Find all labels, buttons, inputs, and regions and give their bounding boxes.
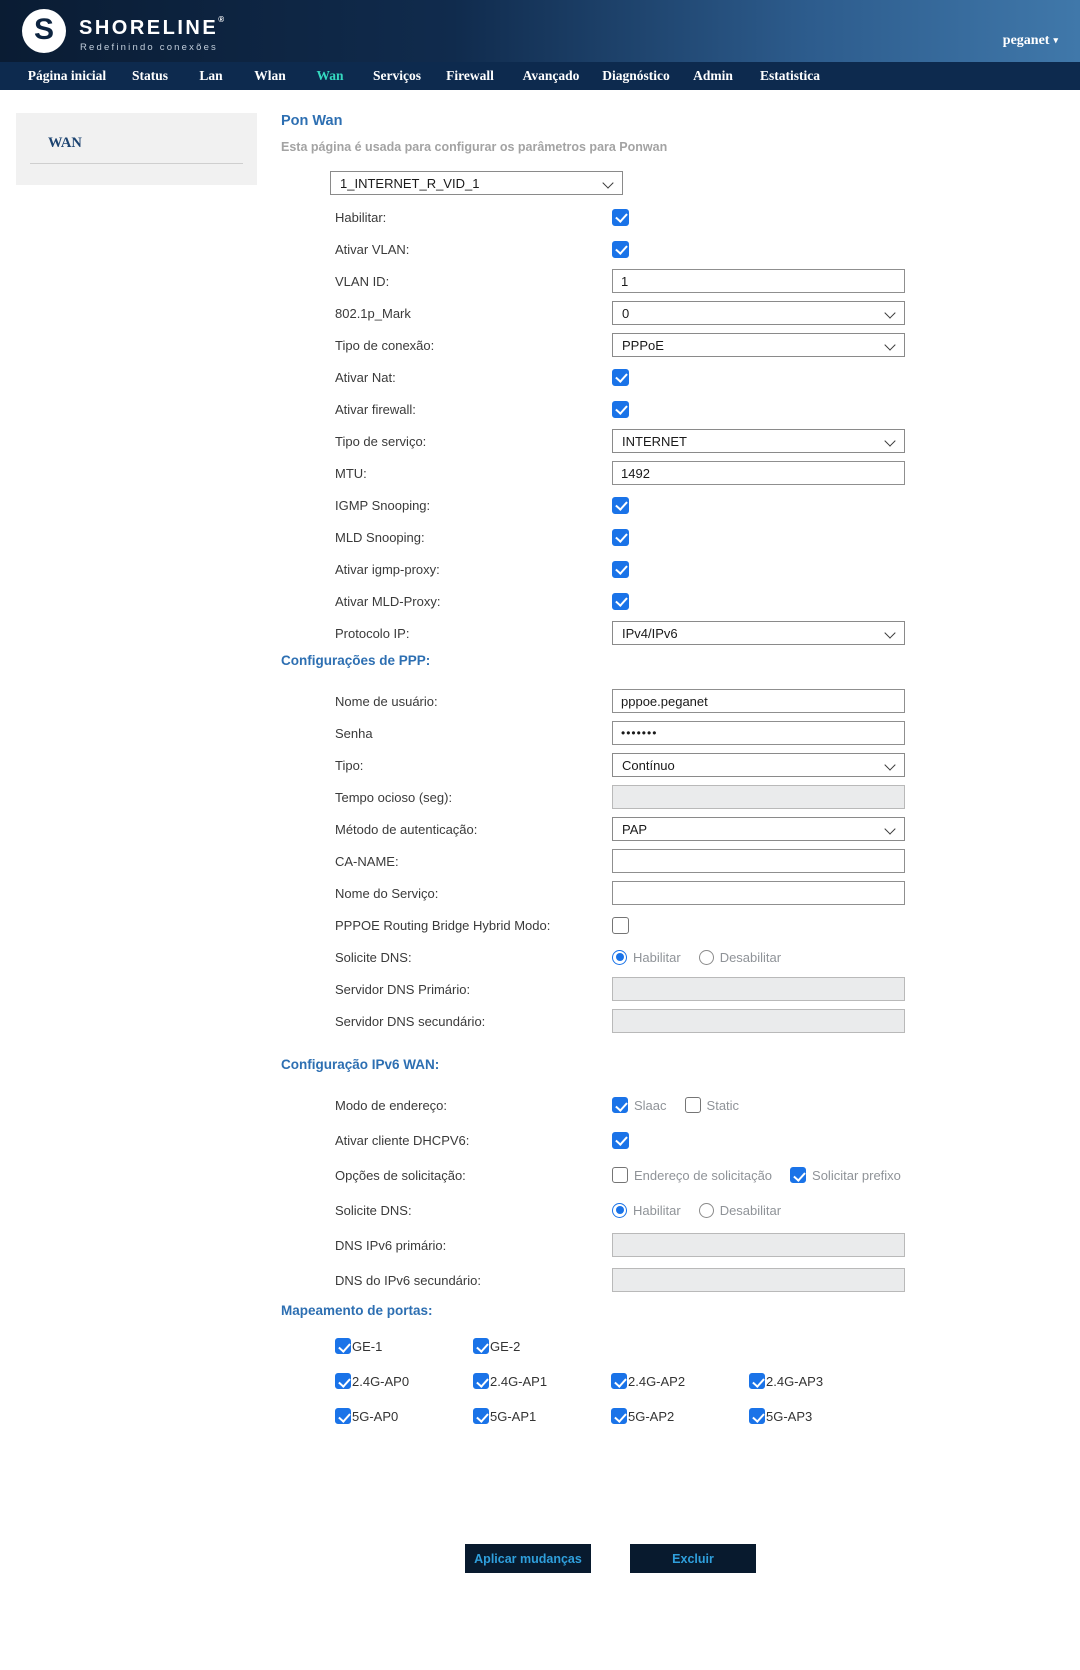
dhcpv6-label: Ativar cliente DHCPV6: bbox=[335, 1132, 470, 1148]
dhcpv6-checkbox[interactable] bbox=[612, 1132, 629, 1149]
ipv6-dns-desabilitar-radio[interactable] bbox=[699, 1203, 714, 1218]
ppp-tipo-value: Contínuo bbox=[622, 757, 675, 773]
password-input[interactable] bbox=[612, 721, 905, 745]
nav-item-pagina-inicial[interactable]: Página inicial bbox=[27, 68, 107, 83]
wan-interface-value: 1_INTERNET_R_VID_1 bbox=[340, 175, 480, 191]
port-24g-ap1-label: 2.4G-AP1 bbox=[490, 1373, 548, 1389]
8021p-mark-label: 802.1p_Mark bbox=[335, 305, 411, 321]
nav-item-avancado[interactable]: Avançado bbox=[522, 68, 580, 83]
ipv6-dns-habilitar-label: Habilitar bbox=[633, 1202, 681, 1218]
nav-item-wlan[interactable]: Wlan bbox=[254, 68, 286, 83]
port-5g-ap0-label: 5G-AP0 bbox=[352, 1408, 399, 1424]
apply-changes-button[interactable]: Aplicar mudanças bbox=[465, 1544, 591, 1573]
registered-mark: ® bbox=[218, 15, 225, 24]
page-title: Pon Wan bbox=[281, 113, 343, 129]
port-24g-ap2-label: 2.4G-AP2 bbox=[628, 1373, 686, 1389]
ppp-dns-desabilitar-label: Desabilitar bbox=[719, 949, 782, 965]
protocolo-ip-label: Protocolo IP: bbox=[335, 625, 410, 641]
logo-letter: S bbox=[33, 13, 54, 46]
ipv6-dns-primary-input bbox=[612, 1233, 905, 1257]
idle-time-input bbox=[612, 785, 905, 809]
ativar-firewall-label: Ativar firewall: bbox=[335, 401, 416, 417]
brand-tagline: Redefinindo conexões bbox=[80, 42, 219, 53]
user-account-dropdown[interactable] bbox=[1003, 33, 1058, 49]
service-name-label: Nome do Serviço: bbox=[335, 885, 439, 901]
port-mapping-title: Mapeamento de portas: bbox=[281, 1303, 433, 1318]
protocolo-ip-select[interactable] bbox=[612, 621, 905, 645]
ipv6-dns-primary-label: DNS IPv6 primário: bbox=[335, 1237, 447, 1253]
chevron-down-icon: ▾ bbox=[1053, 35, 1058, 45]
ppp-tipo-select[interactable] bbox=[612, 753, 905, 777]
port-24g-ap0-label: 2.4G-AP0 bbox=[352, 1373, 410, 1389]
static-checkbox[interactable] bbox=[685, 1097, 701, 1113]
ipv6-section-title: Configuração IPv6 WAN: bbox=[281, 1057, 440, 1072]
ipv6-dns-secondary-input bbox=[612, 1268, 905, 1292]
port-24g-ap1-checkbox[interactable] bbox=[473, 1373, 489, 1389]
nav-item-wan[interactable]: Wan bbox=[316, 68, 344, 83]
auth-method-label: Método de autenticação: bbox=[335, 821, 478, 837]
ativar-firewall-checkbox[interactable] bbox=[612, 401, 629, 418]
nav-item-admin[interactable]: Admin bbox=[693, 68, 733, 83]
pppoe-hybrid-label: PPPOE Routing Bridge Hybrid Modo: bbox=[335, 917, 551, 933]
dns-primary-label: Servidor DNS Primário: bbox=[335, 981, 471, 997]
protocolo-ip-value: IPv4/IPv6 bbox=[622, 625, 678, 641]
nav-item-servicos[interactable]: Serviços bbox=[373, 68, 421, 83]
mld-proxy-label: Ativar MLD-Proxy: bbox=[335, 593, 441, 609]
nav-item-diagnostico[interactable]: Diagnóstico bbox=[602, 68, 670, 83]
nav-item-status[interactable]: Status bbox=[131, 68, 169, 83]
tipo-conexao-value: PPPoE bbox=[622, 337, 664, 353]
ca-name-label: CA-NAME: bbox=[335, 853, 399, 869]
8021p-mark-value: 0 bbox=[622, 305, 630, 321]
port-5g-ap1-label: 5G-AP1 bbox=[490, 1408, 537, 1424]
static-label: Static bbox=[706, 1097, 740, 1113]
port-5g-ap3-label: 5G-AP3 bbox=[766, 1408, 813, 1424]
vlan-id-label: VLAN ID: bbox=[335, 273, 390, 289]
8021p-mark-select[interactable] bbox=[612, 301, 905, 325]
dns-primary-input bbox=[612, 977, 905, 1001]
ipv6-request-dns-label: Solicite DNS: bbox=[335, 1202, 412, 1218]
ipv6-dns-desabilitar-label: Desabilitar bbox=[719, 1202, 782, 1218]
igmp-proxy-label: Ativar igmp-proxy: bbox=[335, 561, 440, 577]
nav-item-firewall[interactable]: Firewall bbox=[446, 68, 494, 83]
ipv6-dns-habilitar-radio[interactable] bbox=[612, 1203, 627, 1218]
sidebar-item-wan[interactable]: WAN bbox=[48, 135, 82, 151]
request-prefix-label: Solicitar prefixo bbox=[812, 1167, 901, 1183]
page-description: Esta página é usada para configurar os parâmetros para Ponwan bbox=[281, 140, 668, 154]
ppp-dns-habilitar-label: Habilitar bbox=[633, 949, 681, 965]
dns-secondary-label: Servidor DNS secundário: bbox=[335, 1013, 486, 1029]
vlan-id-input[interactable] bbox=[612, 269, 905, 293]
shoreline-logo-icon bbox=[22, 9, 66, 53]
habilitar-label: Habilitar: bbox=[335, 209, 387, 225]
request-address-checkbox[interactable] bbox=[612, 1167, 628, 1183]
port-ge2-label: GE-2 bbox=[490, 1338, 521, 1354]
delete-button[interactable]: Excluir bbox=[630, 1544, 756, 1573]
ppp-dns-desabilitar-radio[interactable] bbox=[699, 950, 714, 965]
port-5g-ap1-checkbox[interactable] bbox=[473, 1408, 489, 1424]
port-5g-ap2-label: 5G-AP2 bbox=[628, 1408, 675, 1424]
tipo-conexao-select[interactable] bbox=[612, 333, 905, 357]
addr-mode-label: Modo de endereço: bbox=[335, 1097, 448, 1113]
service-name-input[interactable] bbox=[612, 881, 905, 905]
port-5g-ap3-checkbox[interactable] bbox=[749, 1408, 765, 1424]
dns-secondary-input bbox=[612, 1009, 905, 1033]
wan-interface-select[interactable] bbox=[330, 171, 623, 195]
sidebar-divider bbox=[30, 163, 243, 164]
auth-method-value: PAP bbox=[622, 821, 648, 837]
slaac-checkbox[interactable] bbox=[612, 1097, 628, 1113]
request-prefix-checkbox[interactable] bbox=[790, 1167, 806, 1183]
port-ge2-checkbox[interactable] bbox=[473, 1338, 489, 1354]
mld-proxy-checkbox[interactable] bbox=[612, 593, 629, 610]
tipo-servico-select[interactable] bbox=[612, 429, 905, 453]
username-label: peganet bbox=[1002, 33, 1050, 48]
ativar-vlan-label: Ativar VLAN: bbox=[335, 241, 410, 257]
tipo-servico-value: INTERNET bbox=[622, 433, 687, 449]
habilitar-checkbox[interactable] bbox=[612, 209, 629, 226]
port-5g-ap2-checkbox[interactable] bbox=[611, 1408, 627, 1424]
nav-item-estatistica[interactable]: Estatistica bbox=[760, 68, 820, 83]
username-label: Nome de usuário: bbox=[335, 693, 438, 709]
port-ge1-label: GE-1 bbox=[352, 1338, 383, 1354]
tipo-servico-label: Tipo de serviço: bbox=[335, 433, 427, 449]
ativar-vlan-checkbox[interactable] bbox=[612, 241, 629, 258]
idle-time-label: Tempo ocioso (seg): bbox=[335, 789, 453, 805]
main-nav bbox=[0, 62, 1080, 90]
mld-snooping-label: MLD Snooping: bbox=[335, 529, 425, 545]
sidebar bbox=[16, 113, 257, 185]
port-5g-ap0-checkbox[interactable] bbox=[335, 1408, 351, 1424]
ativar-nat-checkbox[interactable] bbox=[612, 369, 629, 386]
request-options-label: Opções de solicitação: bbox=[335, 1167, 466, 1183]
port-24g-ap2-checkbox[interactable] bbox=[611, 1373, 627, 1389]
slaac-label: Slaac bbox=[634, 1097, 667, 1113]
igmp-snooping-label: IGMP Snooping: bbox=[335, 497, 431, 513]
port-24g-ap0-checkbox[interactable] bbox=[335, 1373, 351, 1389]
port-ge1-checkbox[interactable] bbox=[335, 1338, 351, 1354]
auth-method-select[interactable] bbox=[612, 817, 905, 841]
app-header bbox=[0, 0, 1080, 62]
nav-item-lan[interactable]: Lan bbox=[199, 68, 223, 83]
main-content bbox=[281, 113, 921, 1573]
port-24g-ap3-checkbox[interactable] bbox=[749, 1373, 765, 1389]
mtu-label: MTU: bbox=[335, 465, 367, 481]
password-label: Senha bbox=[335, 725, 373, 741]
ativar-nat-label: Ativar Nat: bbox=[335, 369, 396, 385]
mld-snooping-checkbox[interactable] bbox=[612, 529, 629, 546]
brand-name: SHORELINE® bbox=[79, 15, 225, 39]
igmp-proxy-checkbox[interactable] bbox=[612, 561, 629, 578]
ppp-request-dns-label: Solicite DNS: bbox=[335, 949, 412, 965]
ca-name-input[interactable] bbox=[612, 849, 905, 873]
ipv6-dns-secondary-label: DNS do IPv6 secundário: bbox=[335, 1272, 481, 1288]
igmp-snooping-checkbox[interactable] bbox=[612, 497, 629, 514]
mtu-input[interactable] bbox=[612, 461, 905, 485]
port-24g-ap3-label: 2.4G-AP3 bbox=[766, 1373, 824, 1389]
tipo-conexao-label: Tipo de conexão: bbox=[335, 337, 435, 353]
request-address-label: Endereço de solicitação bbox=[634, 1167, 773, 1183]
ppp-dns-habilitar-radio[interactable] bbox=[612, 950, 627, 965]
ppp-section-title: Configurações de PPP: bbox=[281, 653, 431, 668]
ppp-tipo-label: Tipo: bbox=[335, 757, 364, 773]
pppoe-hybrid-checkbox[interactable] bbox=[612, 917, 629, 934]
username-input[interactable] bbox=[612, 689, 905, 713]
